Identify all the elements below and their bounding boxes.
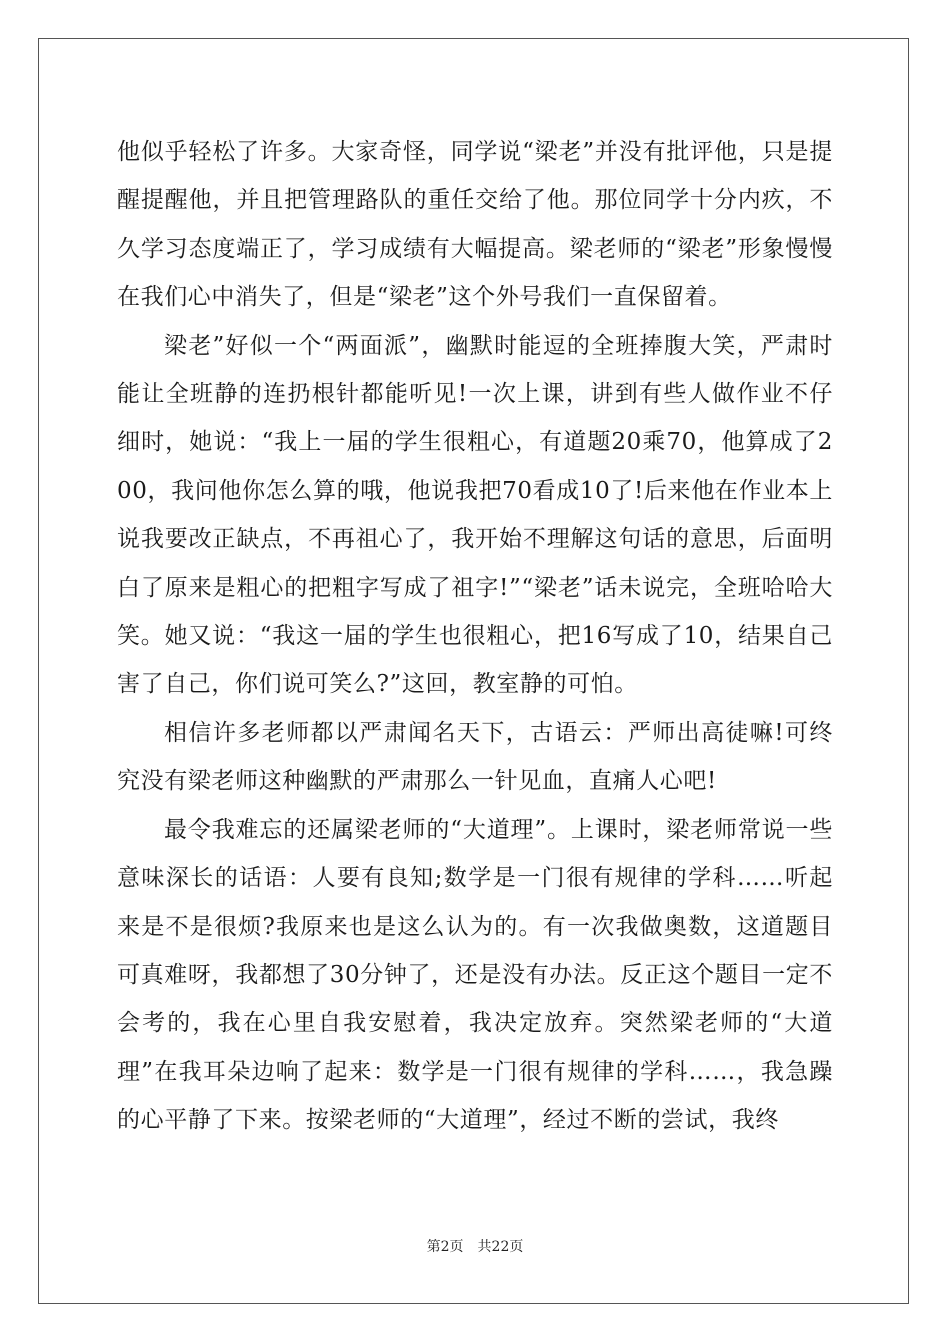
document-body — [117, 128, 833, 1145]
page-total: 共22页 — [477, 1239, 524, 1255]
paragraph-3: 相信许多老师都以严肃闻名天下，古语云：严师出高徒嘛!可终究没有梁老师这种幽默的严肃那么一针见血，直痛人心吧! — [117, 719, 833, 795]
page-footer — [0, 1236, 950, 1256]
paragraph-2: 梁老”好似一个“两面派”，幽默时能逗的全班捧腹大笑，严肃时能让全班静的连扔根针都能听见!一次上课，讲到有些人做作业不仔细时，她说：“我上一届的学生很粗心，有道题20乘70，他算成了200，我问他你怎么算的哦，他说我把70看成10了!后来他在作业本上说我要改正缺点，不再祖心了，我开始不理解这句话的意思，后面明白了原来是粗心的把粗字写成了祖字!”“梁老”话未说完，全班哈哈大笑。她又说：“我这一届的学生也很粗心，把16写成了10，结果自己害了自己，你们说可笑么?”这回，教室静的可怕。 — [117, 332, 833, 698]
paragraph-4: 最令我难忘的还属梁老师的“大道理”。上课时，梁老师常说一些意味深长的话语：人要有良知;数学是一门很有规律的学科……听起来是不是很烦?我原来也是这么认为的。有一次我做奥数，这道题目可真难呀，我都想了30分钟了，还是没有办法。反正这个题目一定不会考的，我在心里自我安慰着，我决定放弃。突然梁老师的“大道理”在我耳朵边响了起来：数学是一门很有规律的学科……，我急躁的心平静了下来。按梁老师的“大道理”，经过不断的尝试，我终 — [117, 816, 833, 1134]
paragraph-1: 他似乎轻松了许多。大家奇怪，同学说“梁老”并没有批评他，只是提醒提醒他，并且把管理路队的重任交给了他。那位同学十分内疚，不久学习态度端正了，学习成绩有大幅提高。梁老师的“梁老”形象慢慢在我们心中消失了，但是“梁老”这个外号我们一直保留着。 — [117, 139, 833, 311]
page-number: 第2页 — [426, 1239, 464, 1255]
